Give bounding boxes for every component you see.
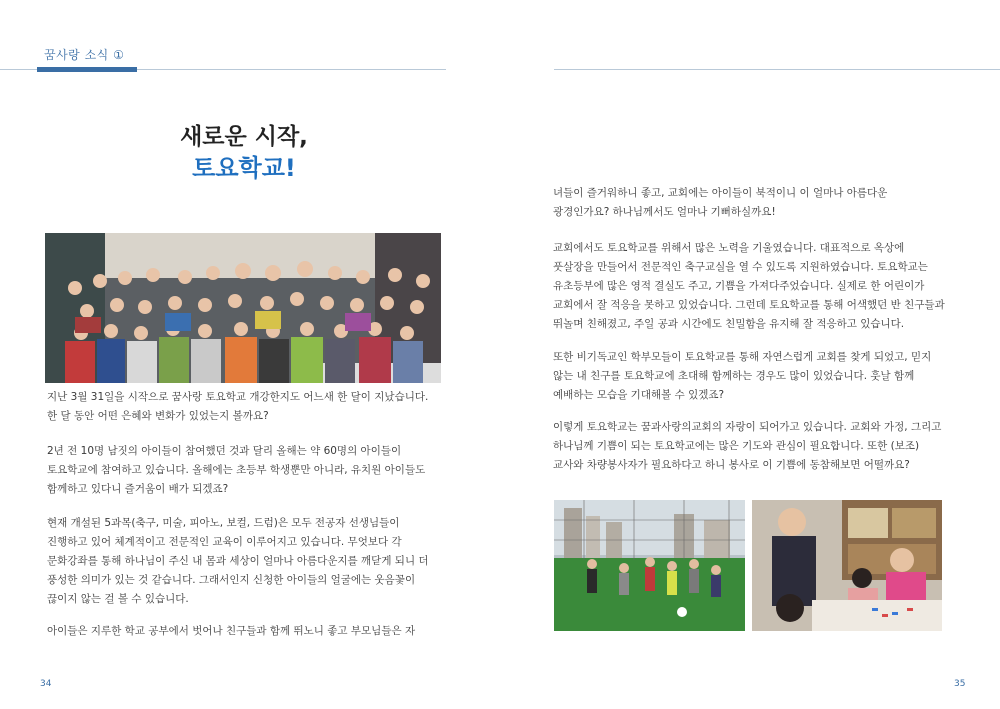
article-title-line2: 토요학교! bbox=[192, 154, 296, 182]
art-class-photo-icon bbox=[752, 500, 942, 631]
page-number-left: 34 bbox=[40, 679, 52, 689]
right-paragraph-1: 녀들이 즐거워하니 좋고, 교회에는 아이들이 북적이니 이 얼마나 아름다운 광경인가요? 하나님께서도 얼마나 기뻐하실까요! bbox=[553, 187, 888, 218]
soccer-photo bbox=[554, 500, 745, 631]
page-number-right: 35 bbox=[954, 679, 966, 689]
left-paragraph-2: 2년 전 10명 남짓의 아이들이 참여했던 것과 달리 올해는 약 60명의 아이들이 토요학교에 참여하고 있습니다. 올해에는 초등부 학생뿐만 아니라, 유치원 아이들도 함께하고 있다니 즐거움이 배가 되겠죠? bbox=[47, 445, 426, 495]
group-photo-icon bbox=[45, 233, 441, 383]
article-title-line1: 새로운 시작, bbox=[180, 124, 308, 150]
right-paragraph-4: 이렇게 토요학교는 꿈과사랑의교회의 자랑이 되어가고 있습니다. 교회와 가정, 그리고 하나님께 기쁨이 되는 토요학교에는 많은 기도와 관심이 필요합니다. 또한 (보조) 교사와 차량봉사자가 필요하다고 하니 봉사로 이 기쁨에 동참해보면 어떨까요? bbox=[553, 421, 942, 471]
left-paragraph-4: 아이들은 지루한 학교 공부에서 벗어나 친구들과 함께 뛰노니 좋고 부모님들은 자 bbox=[47, 625, 416, 637]
right-paragraph-3: 또한 비기독교인 학부모들이 토요학교를 통해 자연스럽게 교회를 찾게 되었고, 믿지 않는 내 친구를 토요학교에 초대해 함께하는 경우도 많이 있었습니다. 훗날 함께 예배하는 모습을 기대해볼 수 있겠죠? bbox=[553, 351, 932, 401]
left-paragraph-3: 현재 개설된 5과목(축구, 미술, 피아노, 보컬, 드럼)은 모두 전공자 선생님들이 진행하고 있어 체계적이고 전문적인 교육이 이루어지고 있습니다. 무엇보다 각 문화강좌를 통해 하나님이 주신 내 몸과 세상이 얼마나 아름다운지를 깨닫게 되니 더 풍성한 의미가 있는 것 같습니다. 그래서인지 신청한 아이들의 얼굴에는 웃음꽃이 끊이지 않는 걸 볼 수 있습니다. bbox=[47, 517, 429, 605]
art-class-photo bbox=[752, 500, 942, 631]
left-paragraph-1: 지난 3월 31일을 시작으로 꿈사랑 토요학교 개강한지도 어느새 한 달이 지났습니다. 한 달 동안 어떤 은혜와 변화가 있었는지 볼까요? bbox=[47, 391, 429, 422]
header-rule-accent bbox=[37, 67, 137, 72]
right-paragraph-2: 교회에서도 토요학교를 위해서 많은 노력을 기울였습니다. 대표적으로 옥상에 풋살장을 만들어서 전문적인 축구교실을 열 수 있도록 지원하였습니다. 토요학교는 유초등부에 많은 영적 결실도 주고, 기쁨을 가져다주었습니다. 실제로 한 어린이가 교회에서 잘 적응을 못하고 있었습니다. 그런데 토요학교를 통해 어색했던 반 친구들과 뛰놀며 친해졌고, 주일 공과 시간에도 친밀함을 유지해 잘 적응하고 있습니다. bbox=[553, 242, 945, 330]
group-photo bbox=[45, 233, 441, 383]
header-rule-right bbox=[554, 69, 1000, 70]
soccer-photo-icon bbox=[554, 500, 745, 631]
section-label: 꿈사랑 소식 ① bbox=[44, 48, 125, 62]
